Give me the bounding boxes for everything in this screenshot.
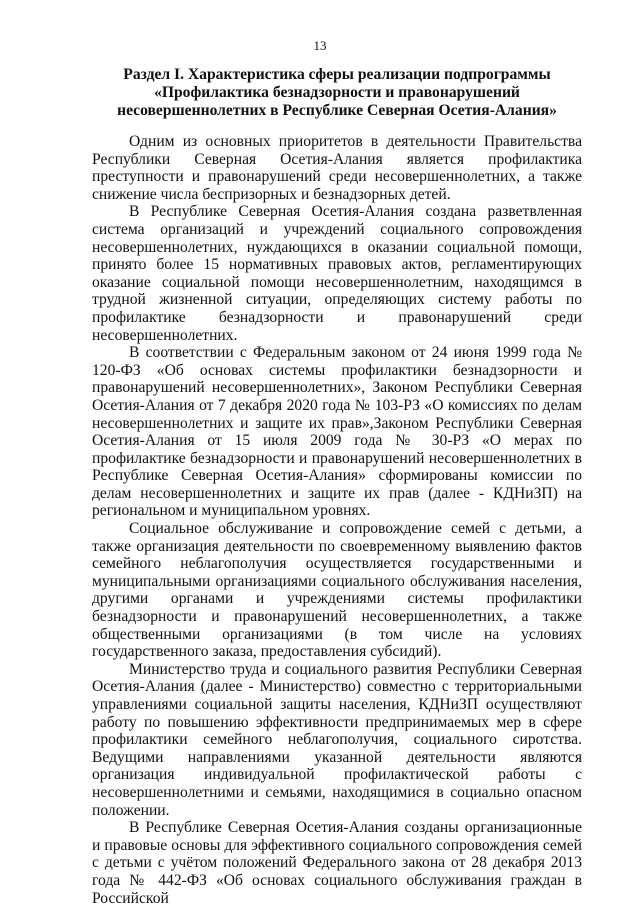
body-text: [92, 133, 582, 907]
paragraph: Социальное обслуживание и сопровождение семей с детьми, а также организация деятельности по своевременному выявлению фактов семейного неблагополучия осуществляется государственными и муниципальными организациями социального обслуживания населения, другими органами и учреждениями системы профилактики безнадзорности и правонарушений несовершеннолетних, а также общественными организациями (в том числе на условиях государственного заказа, предоставления субсидий).: [92, 520, 582, 661]
paragraph: Одним из основных приоритетов в деятельности Правительства Республики Северная Осетия-Алания является профилактика преступности и правонарушений среди несовершеннолетних, а также снижение числа беспризорных и безнадзорных детей.: [92, 133, 582, 203]
paragraph: В соответствии с Федеральным законом от 24 июня 1999 года № 120-ФЗ «Об основах системы профилактики безнадзорности и правонарушений несовершеннолетних», Законом Республики Северная Осетия-Алания от 7 декабря 2020 года № 103-РЗ «О комиссиях по делам несовершеннолетних и защите их прав»,Законом Республики Северная Осетия-Алания от 15 июля 2009 года № 30-РЗ «О мерах по профилактике безнадзорности и правонарушений несовершеннолетних в Республике Северная Осетия-Алания» сформированы комиссии по делам несовершеннолетних и защите их прав (далее - КДНиЗП) на региональном и муниципальном уровнях.: [92, 344, 582, 520]
paragraph: В Республике Северная Осетия-Алания создана разветвленная система организаций и учреждений социального сопровождения несовершеннолетних, нуждающихся в оказании социальной помощи, принято более 15 нормативных правовых актов, регламентирующих оказание социальной помощи несовершеннолетним, находящимся в трудной жизненной ситуации, определяющих систему работы по профилактике безнадзорности и правонарушений среди несовершеннолетних.: [92, 203, 582, 344]
section-title: Раздел I. Характеристика сферы реализации подпрограммы «Профилактика безнадзорности и правонарушений несовершеннолетних в Республике Северная Осетия-Алания»: [117, 66, 557, 119]
paragraph: Министерство труда и социального развития Республики Северная Осетия-Алания (далее - Министерство) совместно с территориальными управлениями социальной защиты населения, КДНиЗП осуществляют работу по повышению эффективности предпринимаемых мер в сфере профилактики семейного неблагополучия, социального сиротства. Ведущими направлениями указанной деятельности являются организация индивидуальной профилактической работы с несовершеннолетними и семьями, находящимися в социально опасном положении.: [92, 660, 582, 819]
page-number: 13: [313, 38, 327, 53]
paragraph: В Республике Северная Осетия-Алания созданы организационные и правовые основы для эффективного социального сопровождения семей с детьми с учётом положений Федерального закона от 28 декабря 2013 года № 442-ФЗ «Об основах социального обслуживания граждан в Российской: [92, 819, 582, 907]
